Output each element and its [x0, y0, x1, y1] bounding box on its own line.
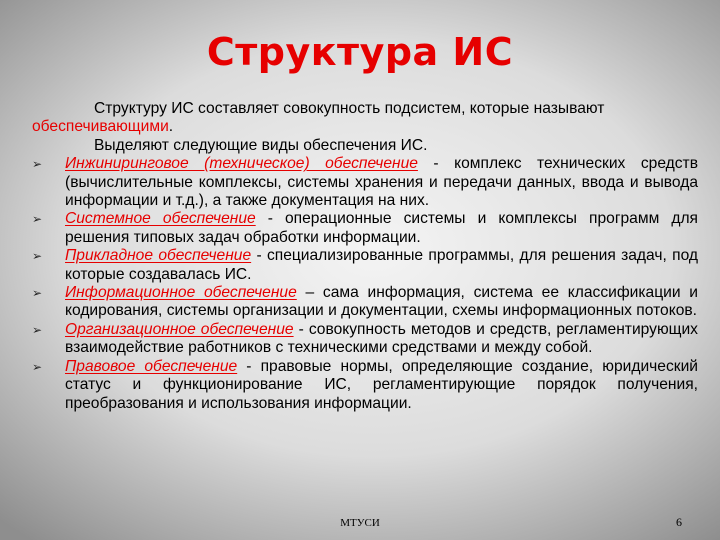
- bullet-desc: - специализированные программы, для решения задач, под которые создавалась ИС.: [65, 247, 698, 283]
- list-item: [32, 247, 698, 284]
- intro-text: Структуру ИС составляет совокупность подсистем, которые называют: [94, 100, 605, 117]
- arrowhead-bullet-icon: ➢: [32, 322, 43, 337]
- bullet-desc: - операционные системы и комплексы программ для решения типовых задач обработки информации.: [65, 210, 698, 246]
- list-item: [32, 358, 698, 413]
- list-item: [32, 284, 698, 321]
- arrowhead-bullet-icon: ➢: [32, 249, 43, 264]
- bullet-desc: - правовые нормы, определяющие создание, юридический статус и функционирование ИС, регламентирующие порядок получения, преобразования и использования информации.: [65, 357, 698, 412]
- bullet-term: Инжиниринговое (техническое) обеспечение: [65, 155, 418, 173]
- intro-highlight: обеспечивающими: [32, 118, 169, 136]
- bullet-term: Правовое обеспечение: [65, 357, 238, 375]
- bullet-desc: - комплекс технических средств (вычислительные комплексы, системы хранения и передачи данных, ввода и вывода информации и т.д.), а также документация на них.: [65, 155, 698, 210]
- slide-title: Структура ИС: [206, 30, 514, 74]
- bullet-term: Системное обеспечение: [65, 210, 256, 228]
- bullet-term: Информационное обеспечение: [65, 284, 297, 302]
- intro-line-2: [32, 137, 698, 155]
- intro-end: .: [168, 118, 174, 136]
- list-item: [32, 155, 698, 210]
- list-item: [32, 321, 698, 358]
- arrowhead-bullet-icon: ➢: [32, 157, 43, 172]
- bullet-list: [32, 155, 698, 413]
- arrowhead-bullet-icon: ➢: [32, 286, 43, 301]
- arrowhead-bullet-icon: ➢: [32, 359, 43, 374]
- bullet-term: Прикладное обеспечение: [65, 247, 252, 265]
- page-number: 6: [676, 515, 682, 529]
- intro-line-1: [32, 100, 698, 137]
- intro-text-2: Выделяют следующие виды обеспечения ИС.: [94, 136, 428, 154]
- bullet-desc: - совокупность методов и средств, регламентирующих взаимодействие работников с техническими средствами и между собой.: [65, 320, 698, 357]
- footer-organization: МТУСИ: [340, 517, 380, 529]
- list-item: [32, 210, 698, 247]
- bullet-desc: – сама информация, система ее классификации и кодирования, системы организации и документации, схемы информационных потоков.: [65, 284, 699, 320]
- slide-content: [32, 100, 698, 413]
- arrowhead-bullet-icon: ➢: [32, 212, 43, 227]
- bullet-term: Организационное обеспечение: [65, 320, 294, 338]
